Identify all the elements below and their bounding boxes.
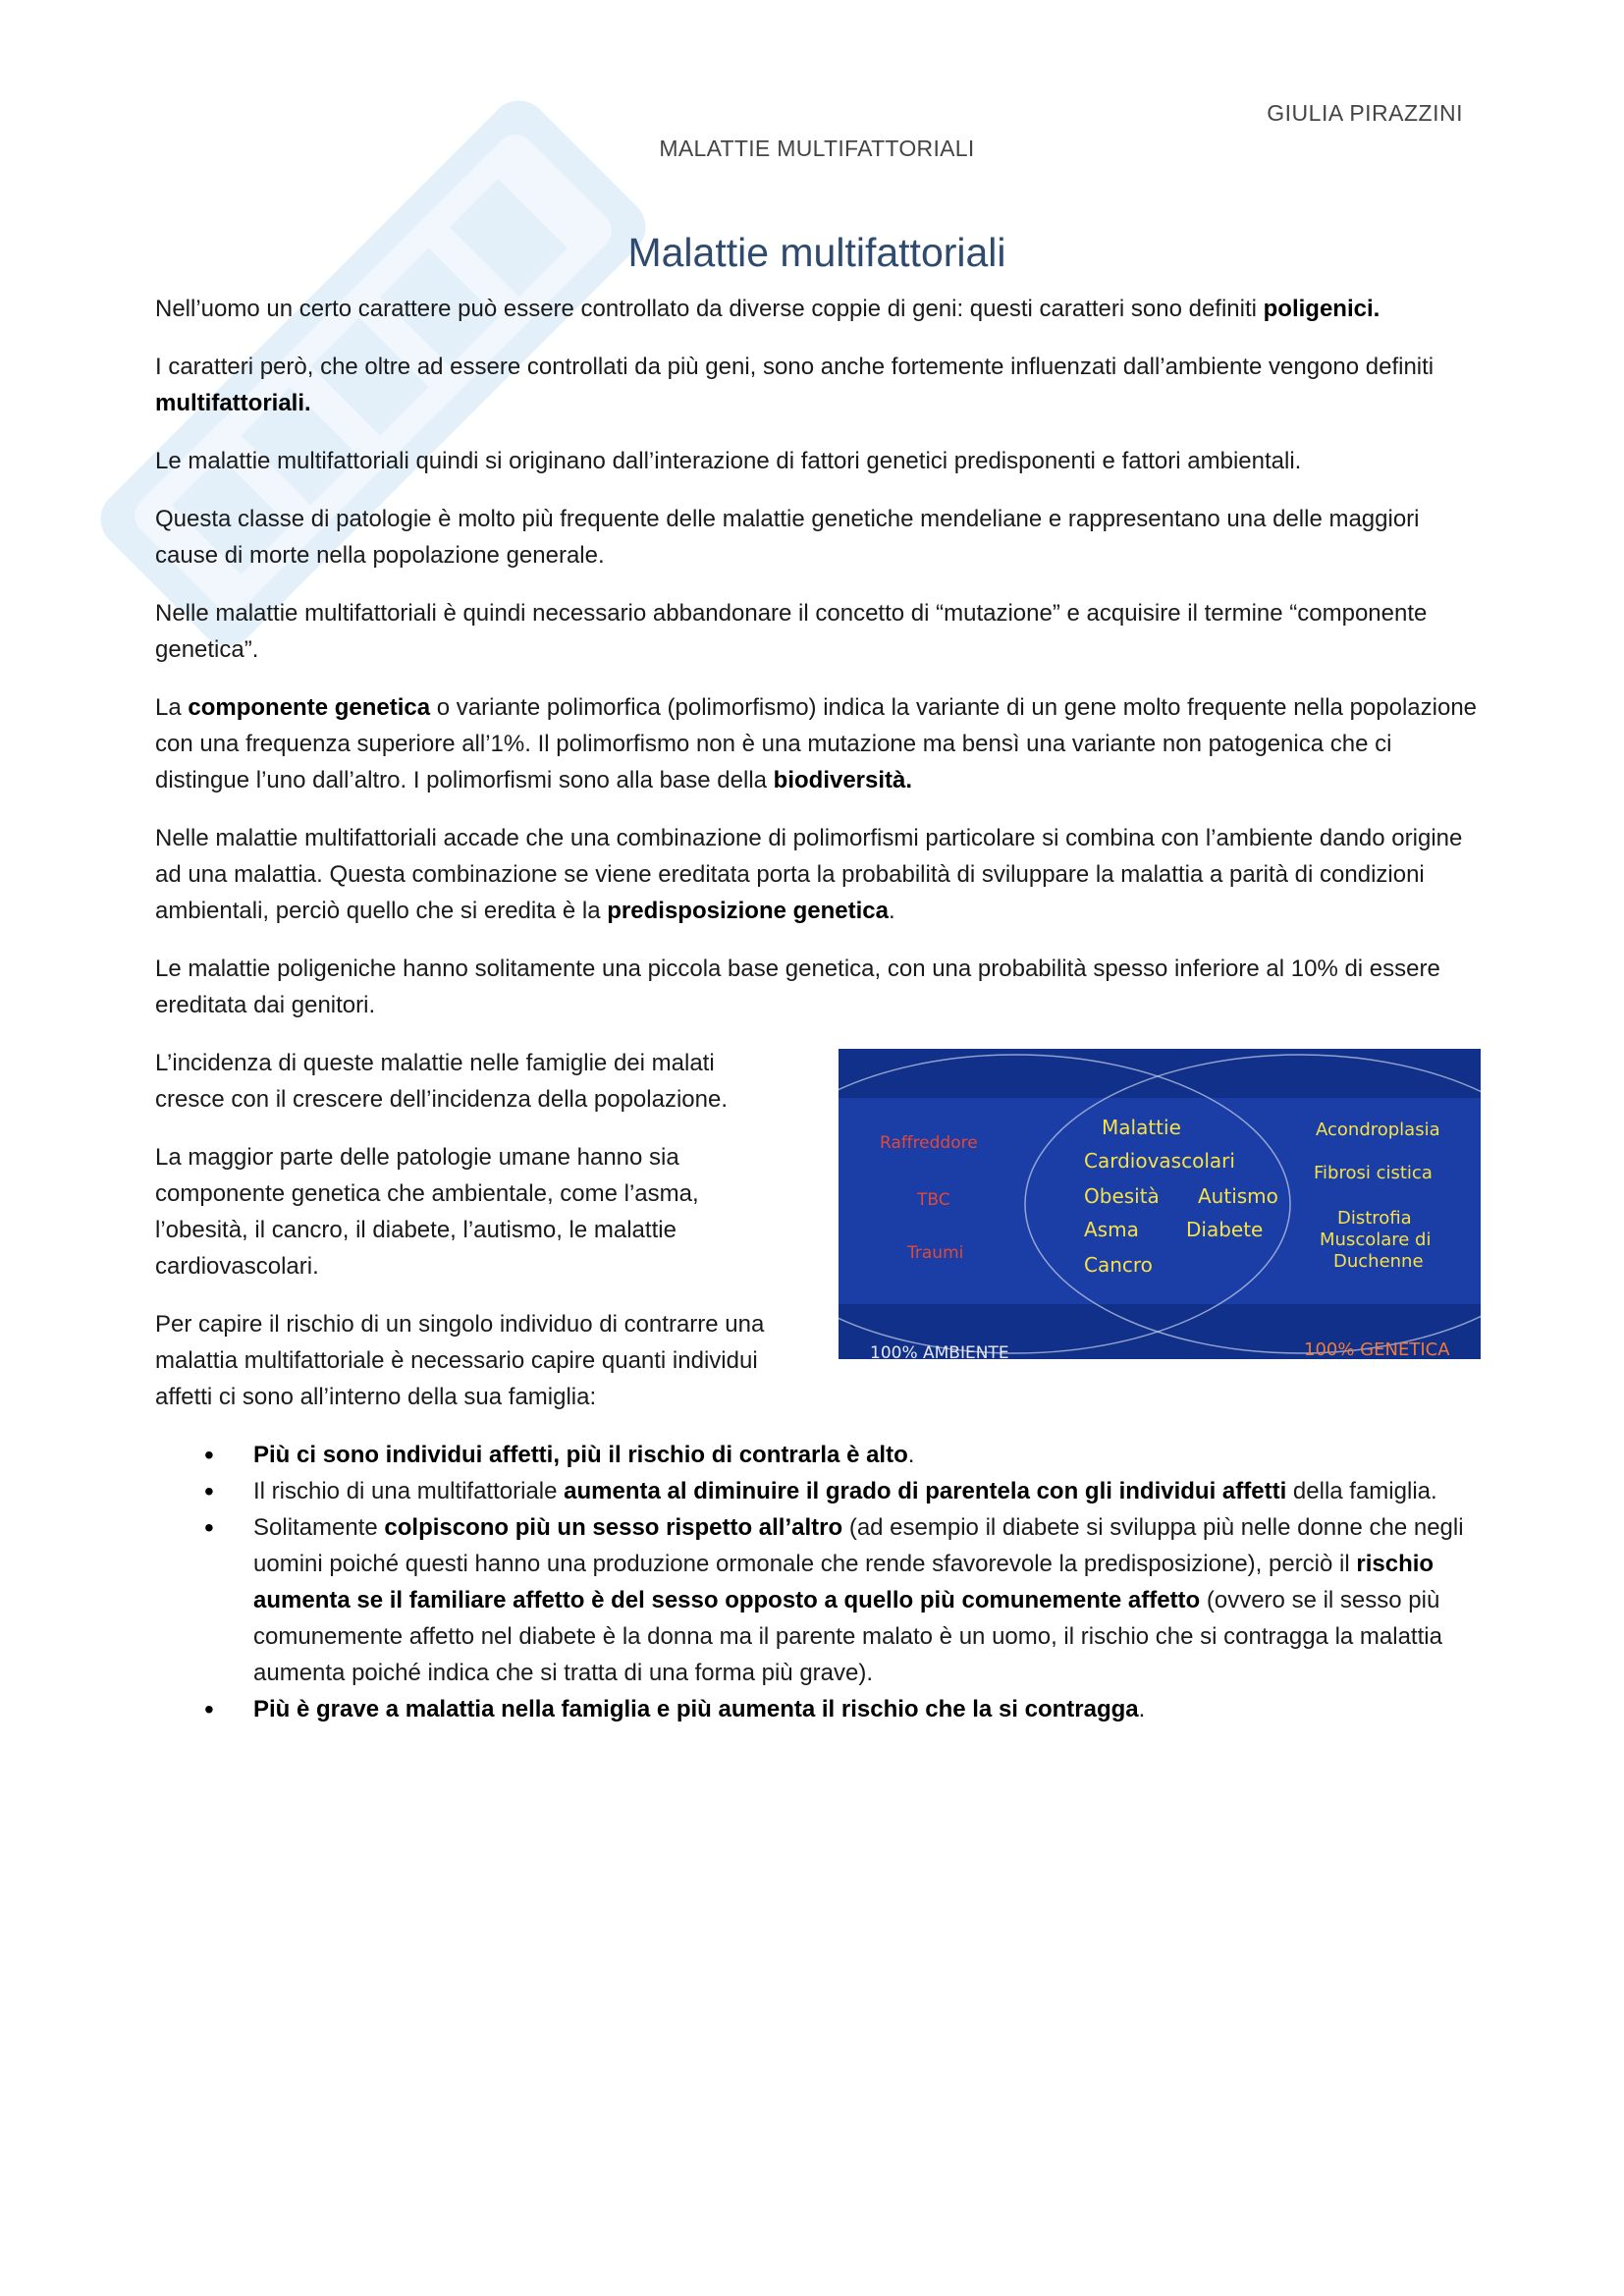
figure-label-right: Acondroplasia [1316, 1120, 1440, 1140]
paragraph: L’incidenza di queste malattie nelle famiglie dei malati cresce con il crescere dell’incidenza della popolazione. [155, 1050, 728, 1113]
paragraph: La componente genetica o variante polimorfica (polimorfismo) indica la variante di un gene molto frequente nella popolazione con una frequenza superiore all’1%. Il polimorfismo non è una mutazione ma bensì una variante non patogenica che ci distingue l’uno dall’altro. I polimorfismi sono alla base della biodiversità. [155, 694, 1478, 793]
figure-label-right: Distrofia [1337, 1208, 1412, 1229]
list-item: • Più è grave a malattia nella famiglia e più aumenta il rischio che la si contragga. [253, 1691, 1481, 1727]
figure-label-right: Muscolare di [1320, 1230, 1432, 1250]
paragraph: La maggior parte delle patologie umane hanno sia componente genetica che ambientale, come l’asma, l’obesità, il cancro, il diabete, l’autismo, le malattie cardiovascolari. [155, 1144, 699, 1280]
figure-label-left: Raffreddore [880, 1133, 978, 1153]
bullet-list [155, 1437, 1481, 1727]
header-topic: MALATTIE MULTIFATTORIALI [659, 136, 975, 161]
document-body [155, 291, 1481, 1727]
header-author: GIULIA PIRAZZINI [1267, 100, 1463, 126]
page-title: Malattie multifattoriali [627, 230, 1006, 275]
axis-label-left: 100% AMBIENTE [870, 1343, 1009, 1359]
left-column-text [155, 1045, 784, 1415]
paragraph: Per capire il rischio di un singolo individuo di contrarre una malattia multifattoriale è necessario capire quanti individui affetti ci sono all’interno della sua famiglia: [155, 1311, 765, 1410]
list-item: • Il rischio di una multifattoriale aumenta al diminuire il grado di parentela con gli individui affetti della famiglia. [253, 1473, 1481, 1509]
figure-label-center: Diabete [1186, 1218, 1264, 1241]
paragraph: Nell’uomo un certo carattere può essere controllato da diverse coppie di geni: questi caratteri sono definiti poligenici. [155, 296, 1380, 322]
figure-label-center: Autismo [1198, 1184, 1278, 1208]
figure-label-right: Fibrosi cistica [1314, 1163, 1433, 1183]
figure-section [155, 1045, 1481, 1415]
figure-label-right: Duchenne [1333, 1251, 1424, 1272]
figure-label-center: Malattie [1102, 1116, 1181, 1139]
paragraph: Le malattie poligeniche hanno solitamente una piccola base genetica, con una probabilità spesso inferiore al 10% di essere ereditata dai genitori. [155, 956, 1440, 1018]
axis-label-right: 100% GENETICA [1304, 1339, 1450, 1359]
paragraph: Le malattie multifattoriali quindi si originano dall’interazione di fattori genetici predisponenti e fattori ambientali. [155, 448, 1302, 474]
paragraph: Nelle malattie multifattoriali accade che una combinazione di polimorfismi particolare si combina con l’ambiente dando origine ad una malattia. Questa combinazione se viene ereditata porta la probabilità di sviluppare la malattia a parità di condizioni ambientali, perciò quello che si eredita è la predisposizione genetica. [155, 825, 1463, 924]
venn-figure [839, 1049, 1481, 1359]
paragraph: I caratteri però, che oltre ad essere controllati da più geni, sono anche fortemente influenzati dall’ambiente vengono definiti multifattoriali. [155, 354, 1435, 416]
figure-label-center: Asma [1084, 1218, 1139, 1241]
figure-label-left: TBC [917, 1190, 950, 1210]
list-item: • Solitamente colpiscono più un sesso rispetto all’altro (ad esempio il diabete si sviluppa più nelle donne che negli uomini poiché questi hanno una produzione ormonale che rende sfavorevole la predisposizione), perciò il rischio aumenta se il familiare affetto è del sesso opposto a quello più comunemente affetto (ovvero se il sesso più comunemente affetto nel diabete è la donna ma il parente malato è un uomo, il rischio che si contragga la malattia aumenta poiché indica che si tratta di una forma più grave). [253, 1509, 1481, 1691]
paragraph: Nelle malattie multifattoriali è quindi necessario abbandonare il concetto di “mutazione” e acquisire il termine “componente genetica”. [155, 600, 1428, 663]
paragraph: Questa classe di patologie è molto più frequente delle malattie genetiche mendeliane e rappresentano una delle maggiori cause di morte nella popolazione generale. [155, 506, 1420, 569]
figure-label-center: Obesità [1084, 1184, 1160, 1208]
figure-label-left: Traumi [907, 1243, 964, 1263]
figure-label-center: Cancro [1084, 1253, 1153, 1277]
figure-label-center: Cardiovascolari [1084, 1149, 1235, 1173]
list-item: • Più ci sono individui affetti, più il rischio di contrarla è alto. [253, 1437, 1481, 1473]
